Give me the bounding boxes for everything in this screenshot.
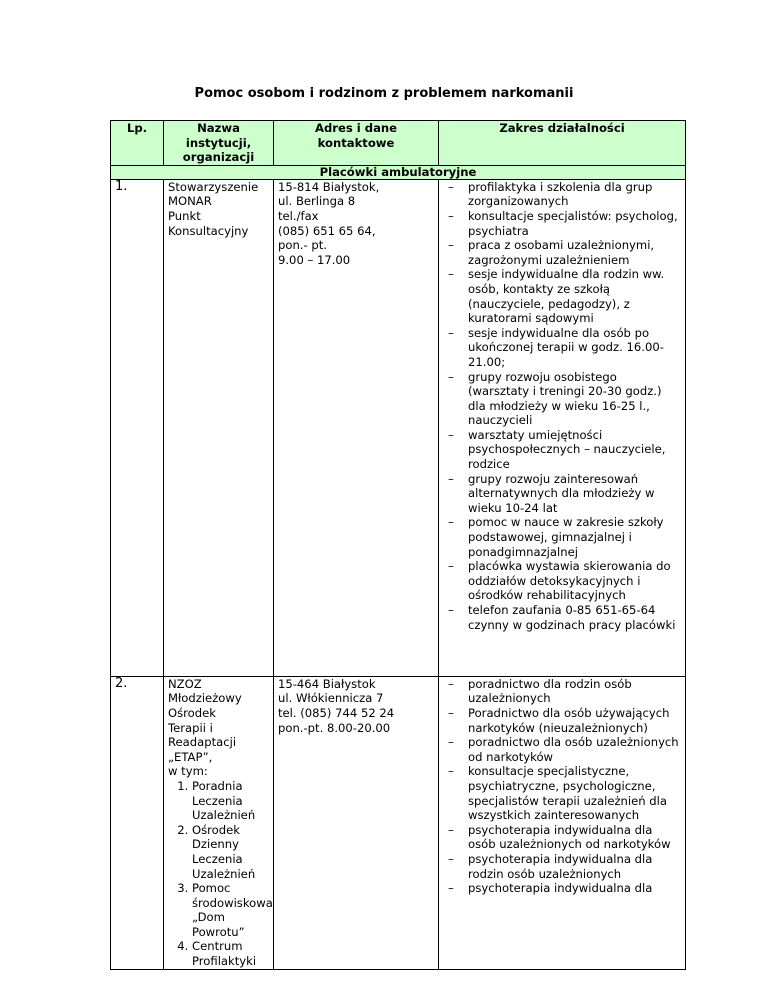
scope-item: – sesje indywidualne dla osób po ukończonej terapii w godz. 16.00-21.00; — [443, 326, 681, 370]
name-line: Stowarzyszenie — [168, 179, 259, 194]
address-line: 15-814 Białystok, — [278, 179, 380, 194]
address-line: 15-464 Białystok — [278, 676, 376, 691]
scope-item: – poradnictwo dla rodzin osób uzależnionych — [443, 677, 681, 706]
scope-item: – konsultacje specjalistów: psycholog, psychiatra — [443, 209, 681, 238]
address-line: tel./fax — [278, 208, 319, 223]
scope-list — [443, 677, 681, 896]
table-row — [111, 676, 686, 969]
scope-item: – praca z osobami uzależnionymi, zagrożonymi uzależnieniem — [443, 238, 681, 267]
scope-list — [443, 180, 681, 632]
name-line: w tym: — [168, 764, 208, 779]
name-line: MONAR — [168, 194, 212, 209]
institution-scope — [439, 179, 686, 676]
scope-item: – poradnictwo dla osób uzależnionych od narkotyków — [443, 735, 681, 764]
row-number: 2. — [111, 676, 164, 969]
name-line: Terapii i Readaptacji „ETAP”, — [168, 720, 237, 764]
row-number: 1. — [111, 179, 164, 676]
scope-item: – sesje indywidualne dla rodzin ww. osób, kontakty ze szkołą (nauczyciele, pedagodzy), z kuratorami sądowymi — [443, 267, 681, 325]
scope-item: – pomoc w nauce w zakresie szkoły podstawowej, gimnazjalnej i ponadgimnazjalnej — [443, 515, 681, 559]
address-line: pon.-pt. 8.00-20.00 — [278, 720, 391, 735]
document-title: Pomoc osobom i rodzinom z problemem narkomanii — [194, 86, 574, 101]
scope-item: – profilaktyka i szkolenia dla grup zorganizowanych — [443, 180, 681, 209]
address-line: tel. (085) 744 52 24 — [278, 705, 395, 720]
address-line: ul. Berlinga 8 — [278, 194, 356, 209]
institutions-table — [110, 120, 686, 970]
institution-address — [274, 676, 439, 969]
sub-units-list — [168, 778, 273, 969]
sub-unit: 3. Pomoc środowiskowa „Dom Powrotu” — [192, 881, 269, 939]
scope-item: – grupy rozwoju zainteresowań alternatywnych dla młodzieży w wieku 10-24 lat — [443, 472, 681, 516]
scope-item: – warsztaty umiejętności psychospołecznych – nauczyciele, rodzice — [443, 428, 681, 472]
header-name: Nazwa instytucji, organizacji — [164, 121, 274, 166]
scope-item: – psychoterapia indywidualna dla rodzin osób uzależnionych — [443, 852, 681, 881]
institution-name — [164, 676, 274, 969]
institution-address — [274, 179, 439, 676]
name-line: NZOZ Młodzieżowy Ośrodek — [168, 676, 242, 720]
institution-scope — [439, 676, 686, 969]
address-line: 9.00 – 17.00 — [278, 252, 351, 267]
name-line: Punkt Konsultacyjny — [168, 208, 249, 238]
institution-name — [164, 179, 274, 676]
scope-item: – telefon zaufania 0-85 651-65-64 czynny w godzinach pracy placówki — [443, 603, 681, 632]
sub-unit: 2. Ośrodek Dzienny Leczenia Uzależnień — [192, 823, 269, 881]
section-title: Placówki ambulatoryjne — [111, 165, 686, 179]
address-line: pon.- pt. — [278, 238, 327, 253]
scope-item: – psychoterapia indywidualna dla — [443, 881, 681, 896]
header-scope: Zakres działalności — [439, 121, 686, 166]
sub-unit: 4. Centrum Profilaktyki — [192, 939, 269, 968]
scope-item: – psychoterapia indywidualna dla osób uzależnionych od narkotyków — [443, 823, 681, 852]
table-header-row — [111, 121, 686, 166]
scope-item: – Poradnictwo dla osób używających narkotyków (nieuzależnionych) — [443, 706, 681, 735]
address-line: (085) 651 65 64, — [278, 223, 376, 238]
header-address: Adres i dane kontaktowe — [274, 121, 439, 166]
scope-item: – grupy rozwoju osobistego (warsztaty i treningi 20-30 godz.) dla młodzieży w wieku 16-25 l., nauczycieli — [443, 370, 681, 428]
section-row — [111, 165, 686, 179]
sub-unit: 1. Poradnia Leczenia Uzależnień — [192, 779, 269, 823]
scope-item: – placówka wystawia skierowania do oddziałów detoksykacyjnych i ośrodków rehabilitacyjnych — [443, 559, 681, 603]
table-row — [111, 179, 686, 676]
scope-item: – konsultacje specjalistyczne, psychiatryczne, psychologiczne, specjalistów terapii uzależnień dla wszystkich zainteresowanych — [443, 764, 681, 822]
header-lp: Lp. — [111, 121, 164, 166]
address-line: ul. Włókiennicza 7 — [278, 691, 384, 706]
